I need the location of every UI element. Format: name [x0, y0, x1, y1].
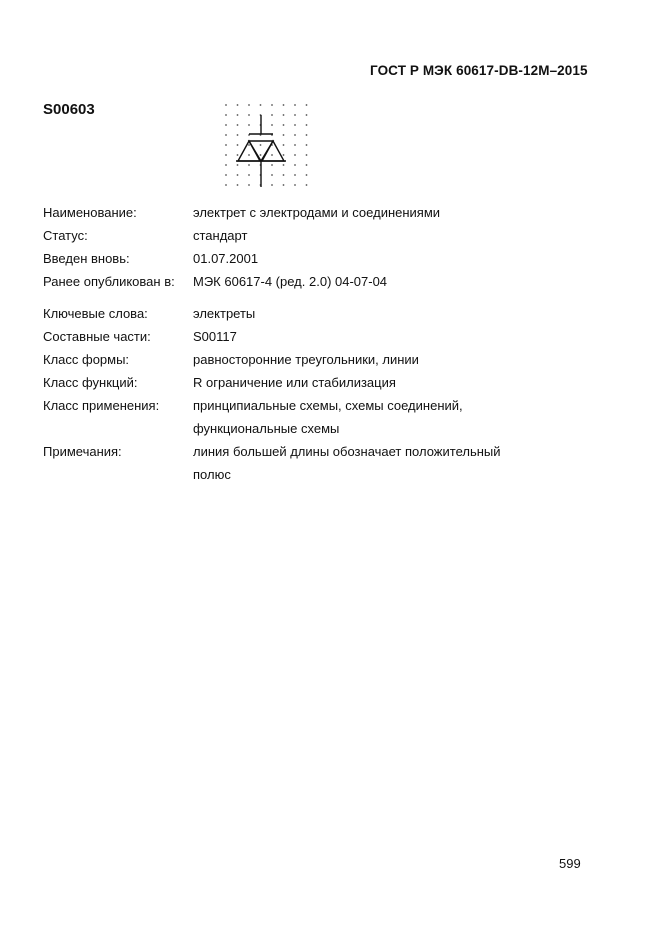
field-shape-class-label: Класс формы:: [43, 352, 130, 367]
field-keywords-value: электреты: [193, 306, 256, 321]
electret-with-electrodes-symbol-icon: [215, 97, 315, 193]
field-introduced-value: 01.07.2001: [193, 251, 259, 266]
field-status-label: Статус:: [43, 228, 88, 243]
field-name-label: Наименование:: [43, 205, 137, 220]
symbol-code: S00603: [43, 101, 95, 118]
field-notes-label: Примечания:: [43, 444, 122, 459]
field-components-value: S00117: [193, 329, 237, 344]
field-keywords-label: Ключевые слова:: [43, 306, 148, 321]
field-published-label: Ранее опубликован в:: [43, 274, 175, 289]
field-components-label: Составные части:: [43, 329, 151, 344]
field-published-value: МЭК 60617-4 (ред. 2.0) 04-07-04: [193, 274, 388, 289]
field-notes-value-cont: полюс: [193, 467, 231, 482]
field-name-value: электрет с электродами и соединениями: [193, 205, 441, 220]
field-application-class-value-cont: функциональные схемы: [193, 421, 340, 436]
field-status-value: стандарт: [193, 228, 248, 243]
field-function-class-value: R ограничение или стабилизация: [193, 375, 396, 390]
field-application-class-label: Класс применения:: [43, 398, 160, 413]
field-function-class-label: Класс функций:: [43, 375, 138, 390]
field-notes-value: линия большей длины обозначает положительный: [193, 444, 501, 459]
page-number: 599: [559, 856, 581, 871]
field-introduced-label: Введен вновь:: [43, 251, 130, 266]
field-application-class-value: принципиальные схемы, схемы соединений,: [193, 398, 463, 413]
document-header: ГОСТ Р МЭК 60617-DB-12M–2015: [370, 63, 588, 78]
field-shape-class-value: равносторонние треугольники, линии: [193, 352, 419, 367]
